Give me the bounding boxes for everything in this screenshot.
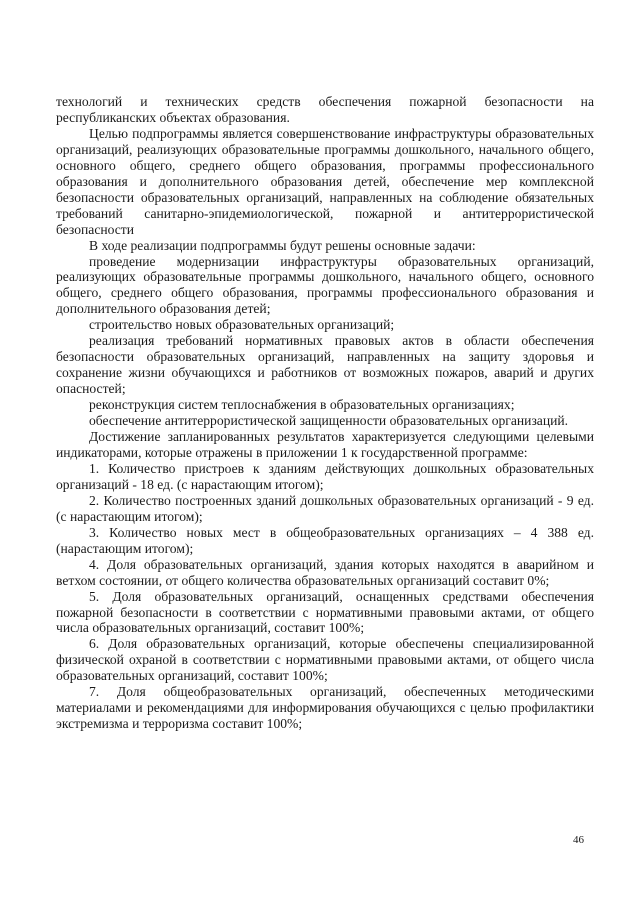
- page-number: 46: [573, 834, 584, 846]
- task-item: реализация требований нормативных правовых актов в области обеспечения безопасности образовательных организаций, направленных на защиту здоровья и сохранение жизни обучающихся и работников от возможных пожаров, аварий и других опасностей;: [56, 333, 594, 397]
- indicator-item: 2. Количество построенных зданий дошкольных образовательных организаций - 9 ед. (с нарастающим итогом);: [56, 492, 594, 524]
- task-item: проведение модернизации инфраструктуры образовательных организаций, реализующих образовательные программы дошкольного, начального общего, основного общего, среднего общего образования, программы профессионального образования и дополнительного образования детей;: [56, 253, 594, 317]
- indicator-item: 7. Доля общеобразовательных организаций, обеспеченных методическими материалами и рекомендациями для информирования обучающихся с целью профилактики экстремизма и терроризма составит 100%;: [56, 684, 594, 732]
- paragraph-indicators-intro: Достижение запланированных результатов характеризуется следующими целевыми индикаторами, которые отражены в приложении 1 к государственной программе:: [56, 429, 594, 460]
- indicator-item: 3. Количество новых мест в общеобразовательных организациях – 4 388 ед. (нарастающим итогом);: [56, 524, 594, 556]
- indicator-item: 1. Количество пристроев к зданиям действующих дошкольных образовательных организаций - 18 ед. (с нарастающим итогом);: [56, 460, 594, 492]
- paragraph-continuation: технологий и технических средств обеспечения пожарной безопасности на республиканских объектах образования.: [56, 94, 594, 125]
- body-text: [56, 94, 594, 732]
- task-item: реконструкция систем теплоснабжения в образовательных организациях;: [89, 397, 515, 413]
- indicator-item: 6. Доля образовательных организаций, которые обеспечены специализированной физической охраной в соответствии с нормативными правовыми актами, от общего числа образовательных организаций, составит 100%;: [56, 636, 594, 684]
- paragraph-tasks-intro: В ходе реализации подпрограммы будут решены основные задачи:: [89, 237, 476, 253]
- paragraph-goal: Целью подпрограммы является совершенствование инфраструктуры образовательных организаций, реализующих образовательные программы дошкольного, начального общего, основного общего, среднего общего образования, программы профессионального образования и дополнительного образования детей, обеспечение мер комплексной безопасности образовательных организаций, направленных на соблюдение обязательных требований санитарно-эпидемиологической, пожарной и антитеррористической безопасности: [56, 125, 594, 237]
- task-item: обеспечение антитеррористической защищенности образовательных организаций.: [89, 413, 569, 429]
- task-item: строительство новых образовательных организаций;: [89, 317, 395, 333]
- indicator-item: 5. Доля образовательных организаций, оснащенных средствами обеспечения пожарной безопасности в соответствии с нормативными правовыми актами, от общего числа образовательных организаций, составит 100%;: [56, 588, 594, 636]
- indicator-item: 4. Доля образовательных организаций, здания которых находятся в аварийном и ветхом состоянии, от общего количества образовательных организаций составит 0%;: [56, 556, 594, 588]
